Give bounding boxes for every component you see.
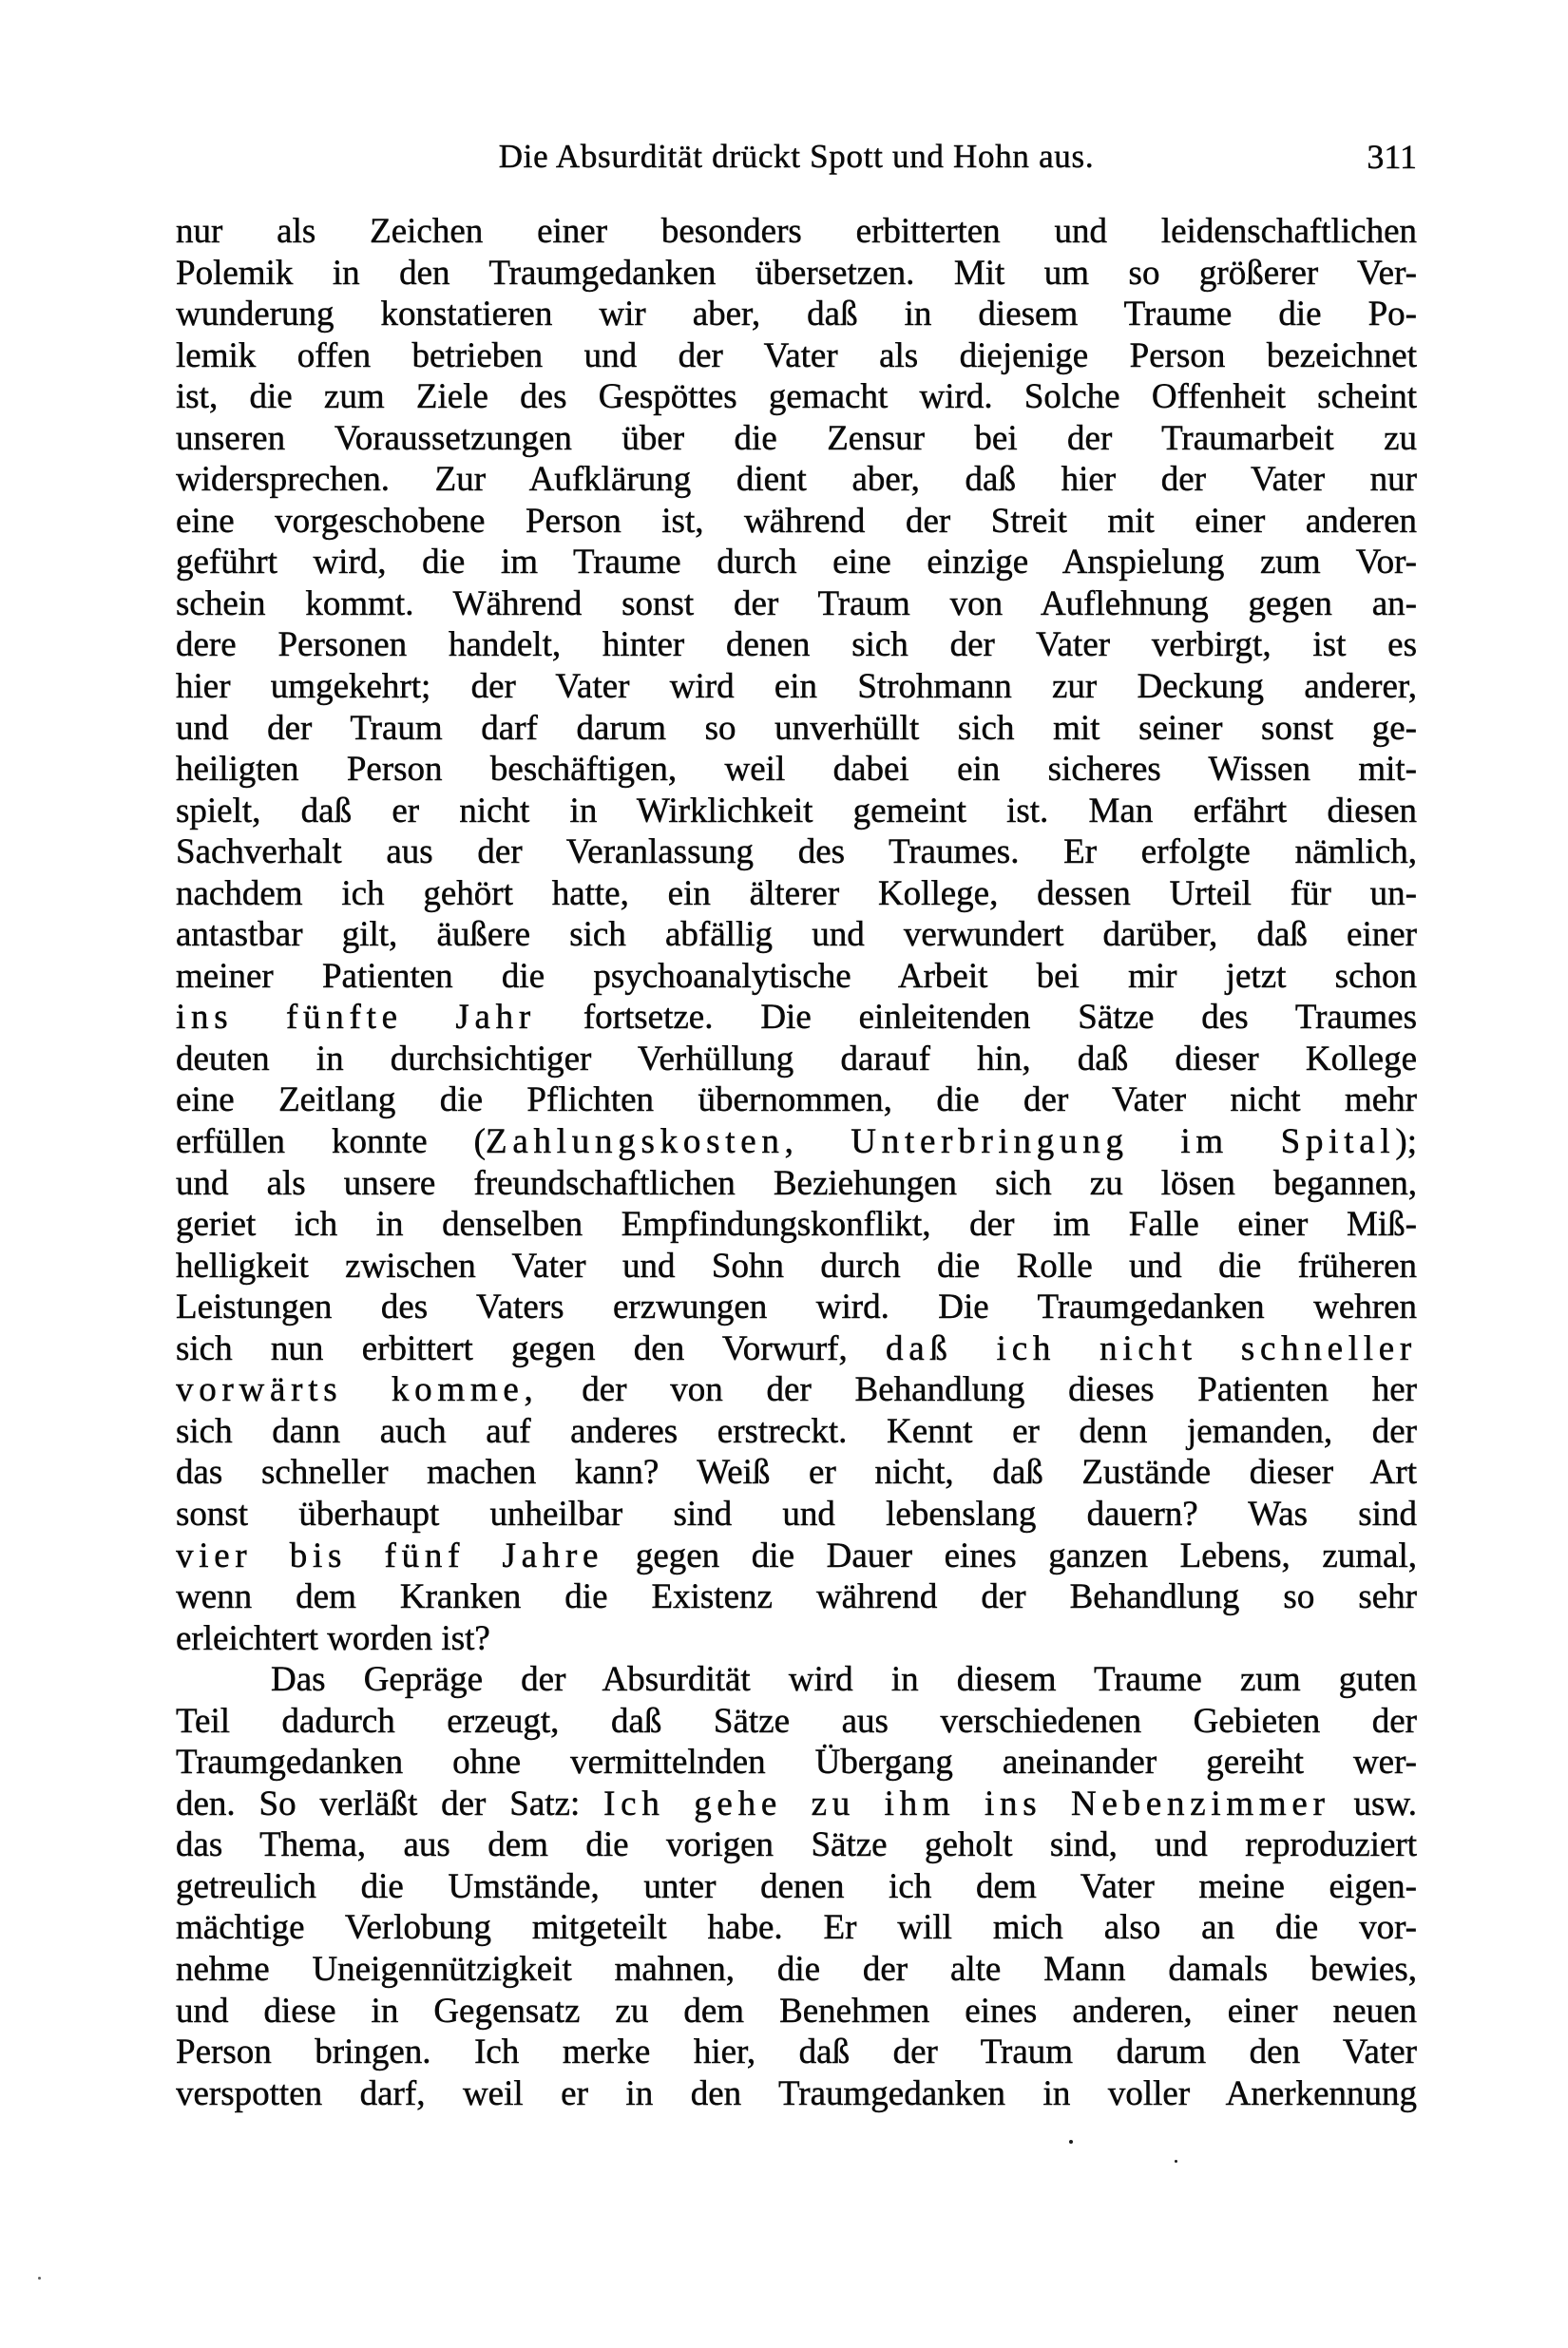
text-line xyxy=(176,2032,1417,2073)
emphasized-text: vorwärts komme, xyxy=(176,1370,539,1410)
body-text: getreulich die Umstände, unter denen ich dem Vater meine eigen- xyxy=(176,1866,1417,1906)
body-text: hier umgekehrt; der Vater wird ein Strohmann zur Deckung anderer, xyxy=(176,667,1417,707)
body-text: erleichtert worden ist? xyxy=(176,1618,490,1658)
text-line xyxy=(176,1369,1417,1411)
text-line xyxy=(176,1287,1417,1328)
scan-speck xyxy=(38,2277,41,2280)
page-body xyxy=(176,211,1417,2114)
text-line xyxy=(176,335,1417,377)
body-text: usw. xyxy=(1329,1784,1417,1823)
body-text: deuten in durchsichtiger Verhüllung darauf hin, daß dieser Kollege xyxy=(176,1039,1417,1079)
scan-speck xyxy=(1069,2140,1073,2144)
text-line xyxy=(176,253,1417,295)
text-line xyxy=(176,418,1417,460)
text-line xyxy=(176,914,1417,956)
body-text: Das Gepräge der Absurdität wird in diesem Traume zum guten xyxy=(271,1660,1417,1700)
emphasized-text: ins fünfte Jahr xyxy=(176,998,536,1038)
text-line xyxy=(176,749,1417,791)
body-text: und diese in Gegensatz zu dem Benehmen eines anderen, einer neuen xyxy=(176,1991,1417,2031)
text-line xyxy=(176,997,1417,1039)
body-text: helligkeit zwischen Vater und Sohn durch die Rolle und die früheren xyxy=(176,1246,1417,1286)
text-line xyxy=(176,873,1417,915)
emphasized-text: Ich gehe zu ihm ins Nebenzimmer xyxy=(603,1784,1330,1823)
text-line xyxy=(176,501,1417,543)
text-line xyxy=(176,459,1417,501)
page-content xyxy=(176,136,1417,2114)
page-number: 311 xyxy=(1367,138,1417,176)
running-header xyxy=(176,136,1417,178)
body-text: antastbar gilt, äußere sich abfällig und verwundert darüber, daß einer xyxy=(176,915,1417,955)
text-line xyxy=(176,1618,1417,1660)
paragraph xyxy=(176,211,1417,1659)
body-text: geführt wird, die im Traume durch eine einzige Anspielung zum Vor- xyxy=(176,543,1417,582)
body-text: wenn dem Kranken die Existenz während der Behandlung so sehr xyxy=(176,1577,1417,1617)
text-line xyxy=(176,1121,1417,1163)
body-text: das schneller machen kann? Weiß er nicht, daß Zustände dieser Art xyxy=(176,1453,1417,1493)
text-line xyxy=(176,1576,1417,1618)
text-line xyxy=(176,1701,1417,1743)
text-line xyxy=(176,583,1417,625)
body-text: geriet ich in denselben Empfindungskonflikt, der im Falle einer Miß- xyxy=(176,1205,1417,1245)
text-line xyxy=(176,1039,1417,1080)
body-text: meiner Patienten die psychoanalytische Arbeit bei mir jetzt schon xyxy=(176,956,1417,996)
text-line xyxy=(176,294,1417,335)
text-line xyxy=(176,1536,1417,1577)
text-line xyxy=(176,1866,1417,1908)
text-line xyxy=(176,1824,1417,1866)
body-text: den. So verläßt der Satz: xyxy=(176,1784,604,1823)
text-line xyxy=(176,1204,1417,1246)
body-text: sich nun erbittert gegen den Vorwurf, xyxy=(176,1328,887,1368)
text-line xyxy=(176,1949,1417,1991)
scan-speck xyxy=(1175,2160,1177,2163)
text-line xyxy=(176,1328,1417,1370)
body-text: Sachverhalt aus der Veranlassung des Traumes. Er erfolgte nämlich, xyxy=(176,832,1417,872)
text-line xyxy=(176,376,1417,418)
body-text: erfüllen konnte ( xyxy=(176,1122,487,1162)
body-text: Polemik in den Traumgedanken übersetzen. Mit um so größerer Ver- xyxy=(176,253,1417,293)
body-text: eine vorgeschobene Person ist, während der Streit mit einer anderen xyxy=(176,501,1417,541)
body-text: und als unsere freundschaftlichen Beziehungen sich zu lösen begannen, xyxy=(176,1163,1417,1203)
body-text: das Thema, aus dem die vorigen Sätze geholt sind, und reproduziert xyxy=(176,1825,1417,1865)
text-line xyxy=(176,1452,1417,1494)
text-line xyxy=(176,1659,1417,1701)
body-text: schein kommt. Während sonst der Traum von Auflehnung gegen an- xyxy=(176,583,1417,623)
body-text: nur als Zeichen einer besonders erbitterten und leidenschaftlichen xyxy=(176,212,1417,251)
body-text: Person bringen. Ich merke hier, daß der Traum darum den Vater xyxy=(176,2033,1417,2072)
text-line xyxy=(176,1494,1417,1536)
text-line xyxy=(176,624,1417,666)
text-line xyxy=(176,956,1417,998)
body-text: spielt, daß er nicht in Wirklichkeit gemeint ist. Man erfährt diesen xyxy=(176,791,1417,830)
body-text: und der Traum darf darum so unverhüllt sich mit seiner sonst ge- xyxy=(176,708,1417,748)
body-text: widersprechen. Zur Aufklärung dient aber, daß hier der Vater nur xyxy=(176,460,1417,500)
body-text: nachdem ich gehört hatte, ein älterer Kollege, dessen Urteil für un- xyxy=(176,873,1417,913)
text-line xyxy=(176,708,1417,750)
text-line xyxy=(176,1784,1417,1825)
body-text: fortsetze. Die einleitenden Sätze des Traumes xyxy=(535,998,1417,1038)
body-text: heiligten Person beschäftigen, weil dabei ein sicheres Wissen mit- xyxy=(176,750,1417,790)
text-line xyxy=(176,1163,1417,1205)
text-line xyxy=(176,1742,1417,1784)
text-line xyxy=(176,1079,1417,1121)
running-header-title: Die Absurdität drückt Spott und Hohn aus. xyxy=(498,138,1095,175)
body-text: lemik offen betrieben und der Vater als diejenige Person bezeichnet xyxy=(176,335,1417,375)
text-line xyxy=(176,791,1417,832)
body-text: eine Zeitlang die Pflichten übernommen, die der Vater nicht mehr xyxy=(176,1080,1417,1120)
paragraph xyxy=(176,1659,1417,2114)
emphasized-text: vier bis fünf Jahre xyxy=(176,1536,604,1575)
body-text: verspotten darf, weil er in den Traumgedanken in voller Anerkennung xyxy=(176,2073,1417,2113)
body-text: Teil dadurch erzeugt, daß Sätze aus verschiedenen Gebieten der xyxy=(176,1701,1417,1741)
body-text: mächtige Verlobung mitgeteilt habe. Er will mich also an die vor- xyxy=(176,1908,1417,1948)
body-text: ); xyxy=(1395,1122,1417,1162)
text-line xyxy=(176,1246,1417,1288)
body-text: gegen die Dauer eines ganzen Lebens, zumal, xyxy=(603,1536,1417,1575)
body-text: Traumgedanken ohne vermittelnden Übergang aneinander gereiht wer- xyxy=(176,1743,1417,1783)
body-text: ist, die zum Ziele des Gespöttes gemacht wird. Solche Offenheit scheint xyxy=(176,377,1417,417)
emphasized-text: Zahlungskosten, Unterbringung im Spital xyxy=(486,1122,1396,1162)
text-line xyxy=(176,542,1417,583)
body-text: Leistungen des Vaters erzwungen wird. Die Traumgedanken wehren xyxy=(176,1288,1417,1327)
text-line xyxy=(176,831,1417,873)
emphasized-text: daß ich nicht schneller xyxy=(886,1328,1417,1368)
text-line xyxy=(176,1411,1417,1453)
body-text: unseren Voraussetzungen über die Zensur bei der Traumarbeit zu xyxy=(176,418,1417,458)
body-text: nehme Uneigennützigkeit mahnen, die der alte Mann damals bewies, xyxy=(176,1949,1417,1989)
body-text: dere Personen handelt, hinter denen sich der Vater verbirgt, ist es xyxy=(176,625,1417,665)
text-line xyxy=(176,666,1417,708)
body-text: der von der Behandlung dieses Patienten her xyxy=(538,1370,1417,1410)
body-text: sonst überhaupt unheilbar sind und lebenslang dauern? Was sind xyxy=(176,1494,1417,1534)
body-text: sich dann auch auf anderes erstreckt. Kennt er denn jemanden, der xyxy=(176,1411,1417,1451)
text-line xyxy=(176,1907,1417,1949)
text-line xyxy=(176,211,1417,253)
body-text: wunderung konstatieren wir aber, daß in diesem Traume die Po- xyxy=(176,295,1417,334)
text-line xyxy=(176,2073,1417,2115)
text-line xyxy=(176,1991,1417,2033)
